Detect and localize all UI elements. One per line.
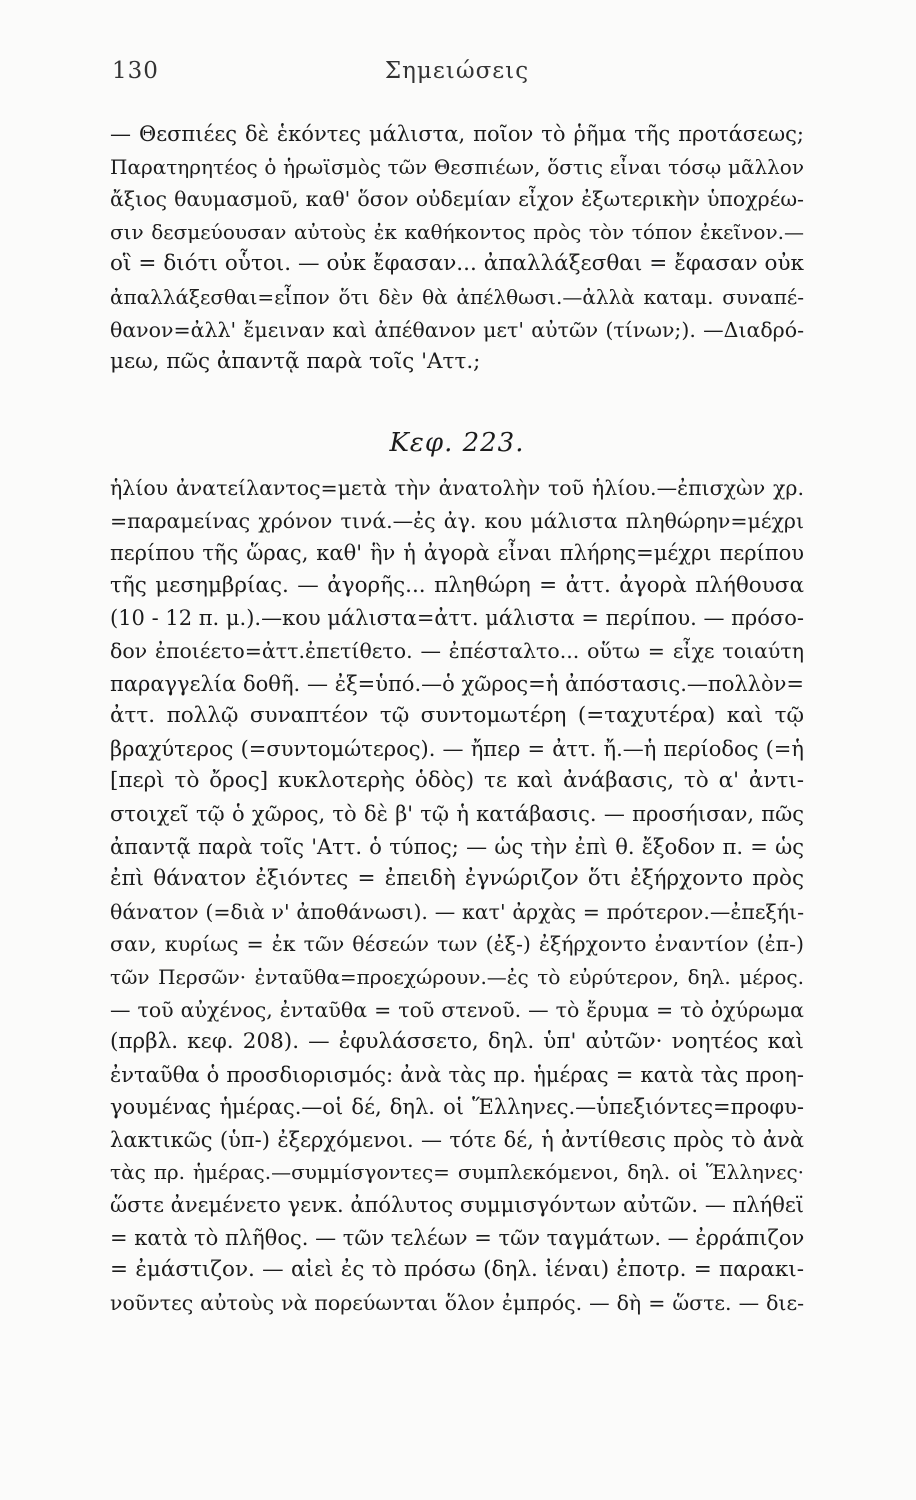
- page-number: 130: [112, 58, 159, 84]
- text-line: γουμένας ἡμέρας.—οἱ δέ, δηλ. οἱ Ἕλληνες.—ὑπεξιόντες=προφυ-: [110, 1095, 804, 1120]
- text-line: ὥστε ἀνεμένετο γενκ. ἀπόλυτος συμμισγόντων αὐτῶν. — πλήθεϊ: [110, 1193, 804, 1218]
- chapter-heading: Κεφ. 223.: [389, 428, 525, 458]
- text-line: στοιχεῖ τῷ ὁ χῶρος, τὸ δὲ β' τῷ ἡ κατάβασις. — προσήισαν, πῶς: [110, 801, 804, 826]
- running-head: [112, 58, 802, 98]
- text-line: δον ἐποιέετο=ἀττ.ἐπετίθετο. — ἐπέσταλτο... οὕτω = εἶχε τοιαύτη: [110, 638, 804, 663]
- notes-paragraph-1: [110, 118, 804, 379]
- text-line: νοῦντες αὐτοὺς νὰ πορεύωνται ὅλον ἐμπρός. — δὴ = ὥστε. — διε-: [110, 1290, 804, 1315]
- text-line: ἄξιος θαυμασμοῦ, καθ' ὅσον οὐδεμίαν εἶχον ἐξωτερικὴν ὑποχρέω-: [110, 187, 804, 212]
- text-line: ἐπὶ θάνατον ἐξιόντες = ἐπειδὴ ἐγνώριζον ὅτι ἐξήρχοντο πρὸς: [110, 866, 804, 892]
- text-line: οἳ = διότι οὗτοι. — οὐκ ἔφασαν... ἀπαλλάξεσθαι = ἔφασαν οὐκ: [110, 251, 804, 277]
- text-line: — Θεσπιέες δὲ ἑκόντες μάλιστα, ποῖον τὸ ῥῆμα τῆς προτάσεως;: [110, 122, 804, 146]
- text-line: λακτικῶς (ὑπ-) ἐξερχόμενοι. — τότε δέ, ἡ ἀντίθεσις πρὸς τὸ ἀνὰ: [110, 1127, 804, 1152]
- text-line: παραγγελία δοθῆ. — ἐξ=ὑπό.—ὁ χῶρος=ἡ ἀπόστασις.—πολλὸν=: [110, 671, 804, 696]
- text-line: σαν, κυρίως = ἐκ τῶν θέσεών των (ἐξ-) ἐξήρχοντο ἐναντίον (ἐπ-): [110, 932, 804, 957]
- text-line: Παρατηρητέος ὁ ἡρωϊσμὸς τῶν Θεσπιέων, ὅστις εἶναι τόσῳ μᾶλλον: [110, 154, 804, 179]
- text-line: =παραμείνας χρόνον τινά.—ἐς ἀγ. κου μάλιστα πληθώρην=μέχρι: [110, 508, 804, 533]
- text-line: — τοῦ αὐχένος, ἐνταῦθα = τοῦ στενοῦ. — τὸ ἔρυμα = τὸ ὀχύρωμα: [110, 997, 804, 1022]
- text-line: ἀπαντᾷ παρὰ τοῖς 'Αττ. ὁ τύπος; — ὡς τὴν ἐπὶ θ. ἔξοδον π. = ὡς: [110, 834, 804, 859]
- text-line: περίπου τῆς ὥρας, καθ' ἣν ἡ ἀγορὰ εἶναι πλήρης=μέχρι περίπου: [110, 541, 804, 566]
- text-line: τῆς μεσημβρίας. — ἀγορῆς... πληθώρη = ἀττ. ἀγορὰ πλήθουσα: [110, 572, 804, 598]
- text-line: τὰς πρ. ἡμέρας.—συμμίσγοντες= συμπλεκόμενοι, δηλ. οἱ Ἕλληνες·: [110, 1160, 804, 1185]
- text-line: [περὶ τὸ ὄρος] κυκλοτερὴς ὁδὸς) τε καὶ ἀνάβασις, τὸ α' ἀντι-: [110, 768, 804, 794]
- text-line: θάνατον (=διὰ ν' ἀποθάνωσι). — κατ' ἀρχὰς = πρότερον.—ἐπεξήι-: [110, 899, 804, 924]
- text-line: βραχύτερος (=συντομώτερος). — ἤπερ = ἀττ. ἤ.—ἡ περίοδος (=ἡ: [110, 736, 804, 761]
- text-line: ἡλίου ἀνατείλαντος=μετὰ τὴν ἀνατολὴν τοῦ ἡλίου.—ἐπισχὼν χρ.: [110, 476, 804, 500]
- text-line: = κατὰ τὸ πλῆθος. — τῶν τελέων = τῶν ταγμάτων. — ἐρράπιζον: [110, 1225, 805, 1250]
- text-line: ἀπαλλάξεσθαι=εἶπον ὅτι δὲν θὰ ἀπέλθωσι.—ἀλλὰ καταμ. συναπέ-: [110, 284, 804, 309]
- text-line: ἀττ. πολλῷ συναπτέον τῷ συντομωτέρη (=ταχυτέρα) καὶ τῷ: [110, 703, 804, 729]
- text-line: τῶν Περσῶν· ἐνταῦθα=προεχώρουν.—ἐς τὸ εὐρύτερον, δηλ. μέρος.: [110, 964, 804, 989]
- running-title: Σημειώσεις: [384, 58, 530, 84]
- text-line: (πρβλ. κεφ. 208). — ἐφυλάσσετο, δηλ. ὑπ' αὐτῶν· νοητέος καὶ: [110, 1029, 804, 1055]
- text-line: μεω, πῶς ἀπαντᾷ παρὰ τοῖς 'Αττ.;: [110, 349, 481, 375]
- text-line: (10 - 12 π. μ.).—κου μάλιστα=ἀττ. μάλιστα = περίπου. — πρόσο-: [110, 606, 804, 631]
- notes-paragraph-2: [110, 472, 804, 1319]
- text-line: = ἐμάστιζον. — αἰεὶ ἐς τὸ πρόσω (δηλ. ἰέναι) ἐποτρ. = παρακι-: [110, 1257, 804, 1283]
- text-line: θανον=ἀλλ' ἔμειναν καὶ ἀπέθανον μετ' αὐτῶν (τίνων;). —Διαδρό-: [110, 317, 804, 342]
- text-line: ἐνταῦθα ὁ προσδιορισμός: ἀνὰ τὰς πρ. ἡμέρας = κατὰ τὰς προη-: [110, 1062, 804, 1087]
- text-line: σιν δεσμεύουσαν αὐτοὺς ἐκ καθήκοντος πρὸς τὸν τόπον ἐκεῖνον.—: [110, 219, 804, 244]
